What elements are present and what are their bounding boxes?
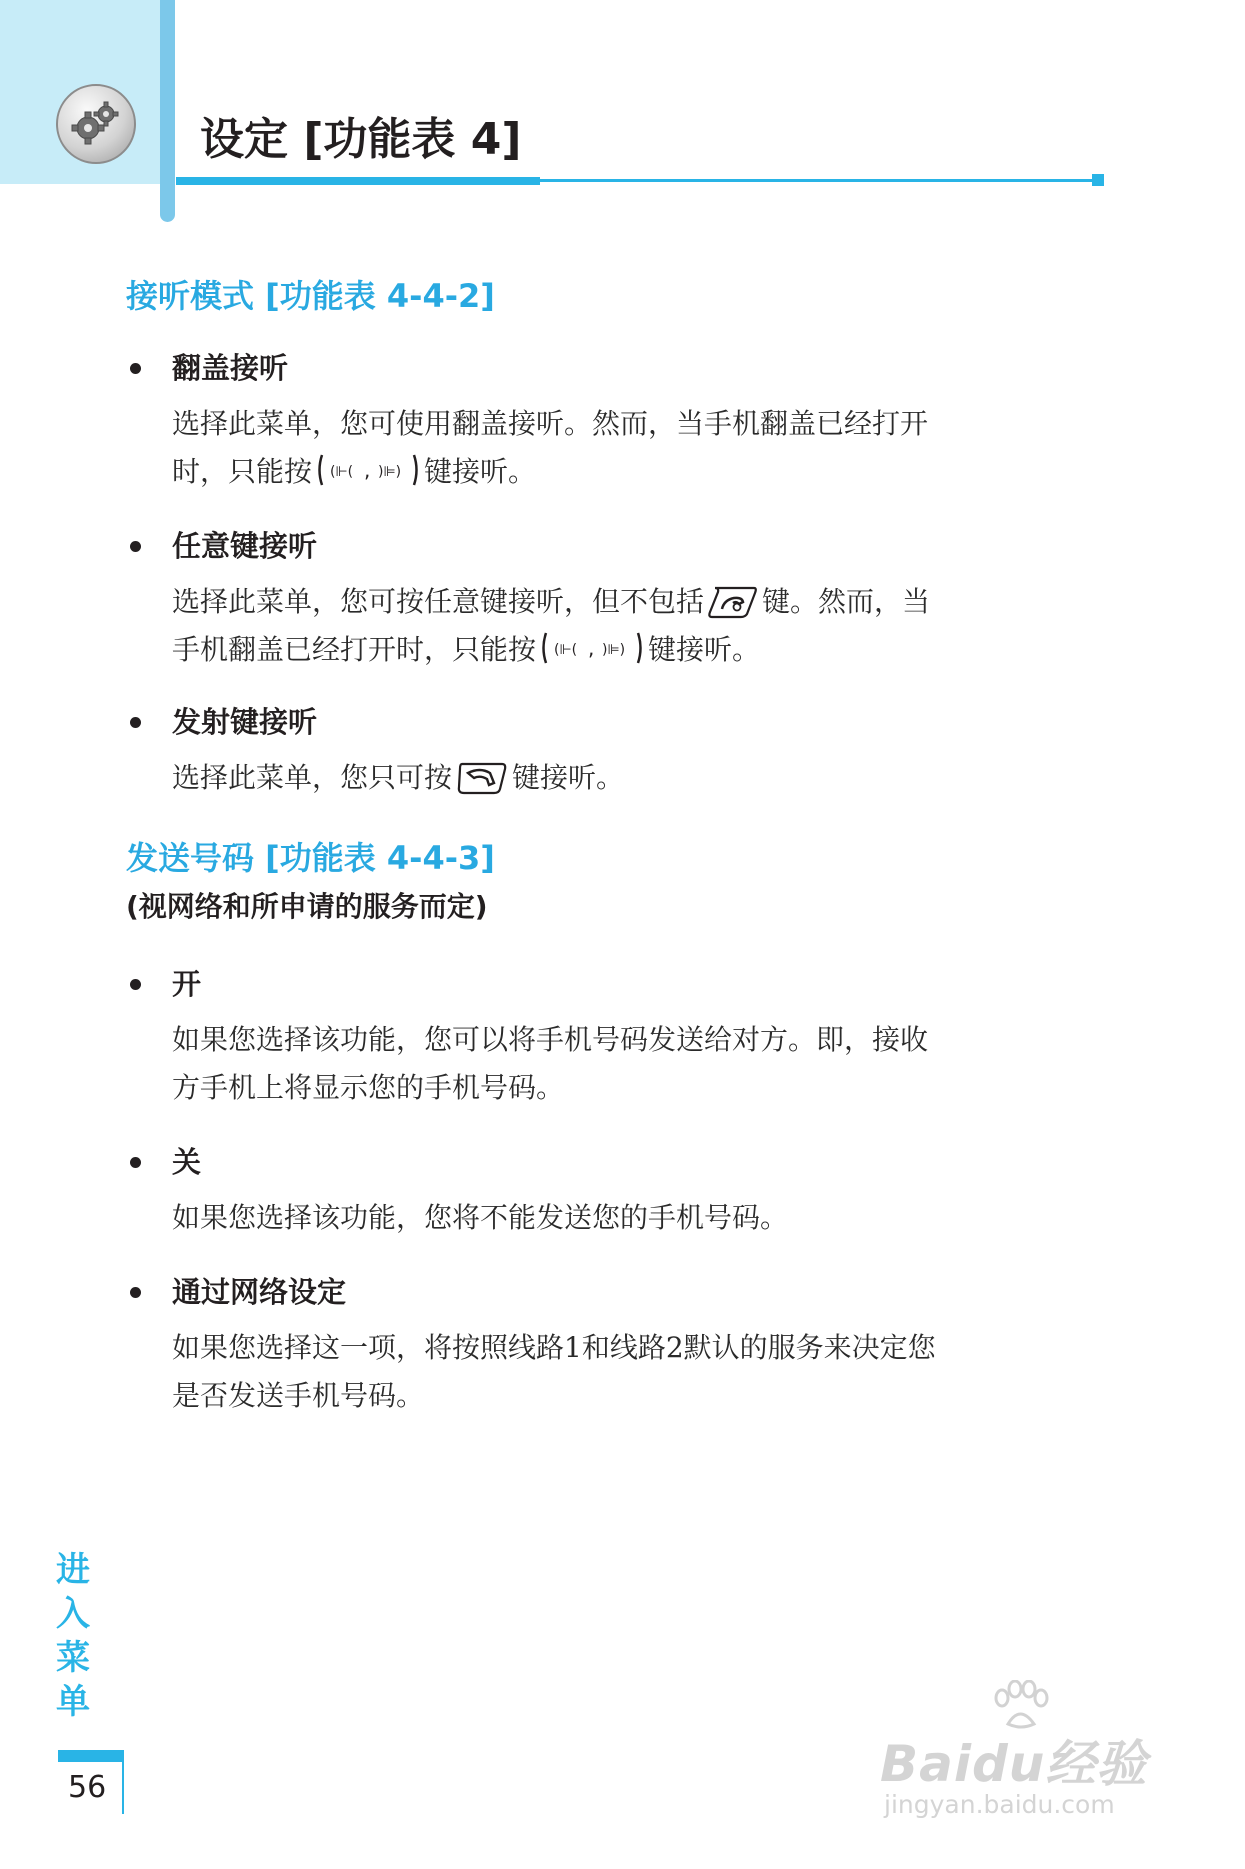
page-title: 设定 [功能表 4]: [200, 114, 522, 165]
item-text-line: 方手机上将显示您的手机号码。: [172, 1071, 565, 1104]
item-title-network-set: 通过网络设定: [172, 1275, 347, 1309]
item-text-line: 如果您选择这一项，将按照线路1和线路2默认的服务来决定您: [172, 1331, 936, 1364]
bullet-icon: [130, 979, 141, 990]
paw-icon: [988, 1680, 1052, 1730]
bullet-icon: [130, 717, 141, 728]
side-chapter-label: [50, 1548, 96, 1724]
item-text-line: 手机翻盖已经打开时，只能按 (⊩( , )⊫) 键接听。: [172, 633, 761, 666]
item-text-line: 选择此菜单，您可使用翻盖接听。然而，当手机翻盖已经打开: [172, 407, 929, 440]
item-text-line: 选择此菜单，您只可按 键接听。: [172, 754, 624, 810]
watermark-logo: Baidu经验: [880, 1735, 1148, 1793]
section-heading-answer-mode: 接听模式 [功能表 4-4-2]: [126, 277, 495, 315]
side-keys-icon: [540, 631, 644, 665]
item-text-line: 时，只能按 (⊩( , )⊫) 键接听。: [172, 455, 537, 488]
svg-text:)⊫): )⊫): [378, 464, 402, 480]
item-text-line: 是否发送手机号码。: [172, 1379, 425, 1412]
item-title-on: 开: [172, 967, 202, 1001]
side-label-char: 进: [56, 1550, 90, 1590]
item-text-line: 如果您选择该功能，您可以将手机号码发送给对方。即，接收: [172, 1023, 929, 1056]
side-label-char: 菜: [56, 1638, 90, 1678]
item-text-line: 如果您选择该功能，您将不能发送您的手机号码。: [172, 1201, 789, 1234]
svg-text:(⊩(: (⊩(: [330, 464, 354, 480]
send-key-icon: [454, 761, 510, 810]
section-note: (视网络和所申请的服务而定): [126, 890, 488, 923]
watermark-url: jingyan.baidu.com: [884, 1790, 1115, 1819]
item-title-send-key-answer: 发射键接听: [172, 705, 318, 739]
svg-text:,: ,: [588, 636, 595, 660]
title-underline: [176, 177, 540, 185]
bullet-icon: [130, 1157, 141, 1168]
bullet-icon: [130, 1287, 141, 1298]
bullet-icon: [130, 363, 141, 374]
header-vertical-bar: [160, 0, 175, 222]
svg-text:(⊩(: (⊩(: [554, 642, 578, 658]
item-title-off: 关: [172, 1145, 202, 1179]
side-label-char: 入: [56, 1594, 90, 1634]
item-text-line: 选择此菜单，您可按任意键接听，但不包括 键。然而，当: [172, 578, 930, 634]
page-number: 56: [68, 1770, 107, 1805]
title-rule-end-marker: [1092, 174, 1104, 186]
page-number-rule: [122, 1762, 124, 1814]
settings-gears-icon: [56, 84, 136, 164]
item-title-any-key-answer: 任意键接听: [172, 529, 318, 563]
side-label-char: 单: [56, 1682, 90, 1722]
bullet-icon: [130, 541, 141, 552]
svg-text:)⊫): )⊫): [602, 642, 626, 658]
page-number-tab: [58, 1750, 124, 1762]
side-keys-icon: [316, 453, 420, 487]
title-rule: [540, 179, 1096, 182]
svg-text:,: ,: [364, 458, 371, 482]
section-heading-send-number: 发送号码 [功能表 4-4-3]: [126, 839, 495, 877]
item-title-flip-answer: 翻盖接听: [172, 351, 289, 385]
